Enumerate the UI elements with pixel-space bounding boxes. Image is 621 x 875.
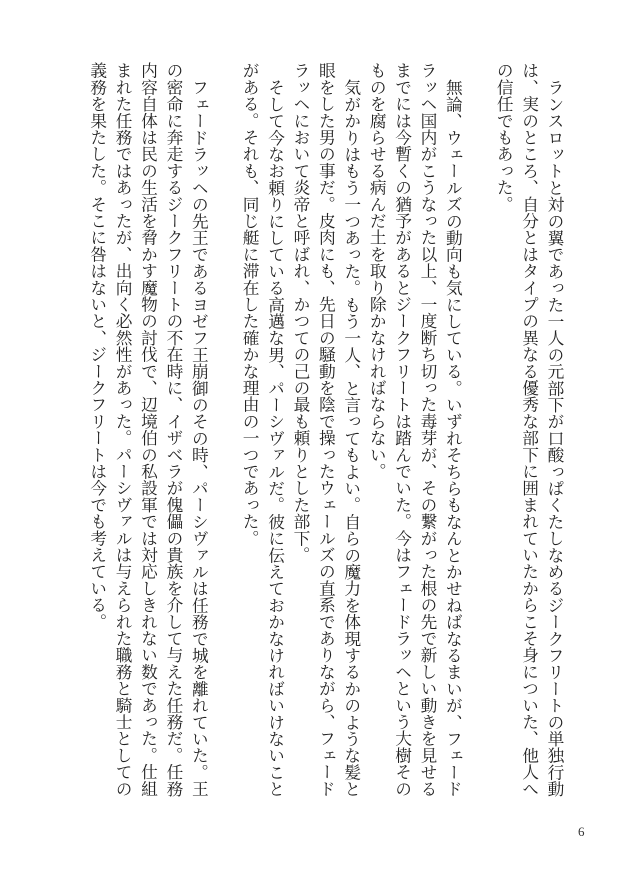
section-break bbox=[465, 62, 490, 798]
paragraph: 気がかりはもう一つあった。もう一人、と言ってもよい。自らの魔力を体現するかのような髪と眼をした男の事だ。皮肉にも、先日の騒動を陰で操ったウェールズの直系でありながら、フェードラッヘにおいて炎帝と呼ばれ、かつての己の最も頼りとした部下。 bbox=[290, 62, 362, 797]
paragraph: そして今なお頼りにしている高邁な男、パーシヴァルだ。彼に伝えておかなければいけないことがある。それも、同じ艇に滞在した確かな理由の一つであった。 bbox=[240, 62, 286, 797]
section-break bbox=[211, 62, 236, 798]
paragraph: フェードラッヘの先王であるヨゼフ王崩御のその時、パーシヴァルは任務で城を離れていた。王の密命に奔走するジークフリートの不在時に、イザベラが傀儡の貴族を介して与えた任務だ。任務内容自体は民の生活を脅かす魔物の討伐で、辺境伯の私設軍では対応しきれない数であった。仕組まれた任務ではあったが、出向く必然性があった。パーシヴァルは与えられた職務と騎士としての義務を果たした。そこに咎はないと、ジークフリートは今でも考えている。 bbox=[87, 62, 210, 797]
page-number: 6 bbox=[578, 824, 585, 839]
vertical-text-body bbox=[57, 62, 567, 798]
paragraph: 無論、ウェールズの動向も気にしている。いずれそちらもなんとかせねばなるまいが、フェードラッヘ国内がこうなった以上、一度断ち切った毒芽が、その繋がった根の先で新しい動きを見せるまでには今暫くの猶予があるとジークフリートは踏んでいた。今はフェードラッヘという大樹そのものを腐らせる病んだ土を取り除かなければならない。 bbox=[367, 62, 464, 797]
paragraph: ランスロットと対の翼であった一人の元部下が口酸っぱくたしなめるジークフリートの単独行動は、実のところ、自分とはタイプの異なる優秀な部下に囲まれていたからこそ身についた、他人への信任でもあった。 bbox=[494, 62, 565, 797]
